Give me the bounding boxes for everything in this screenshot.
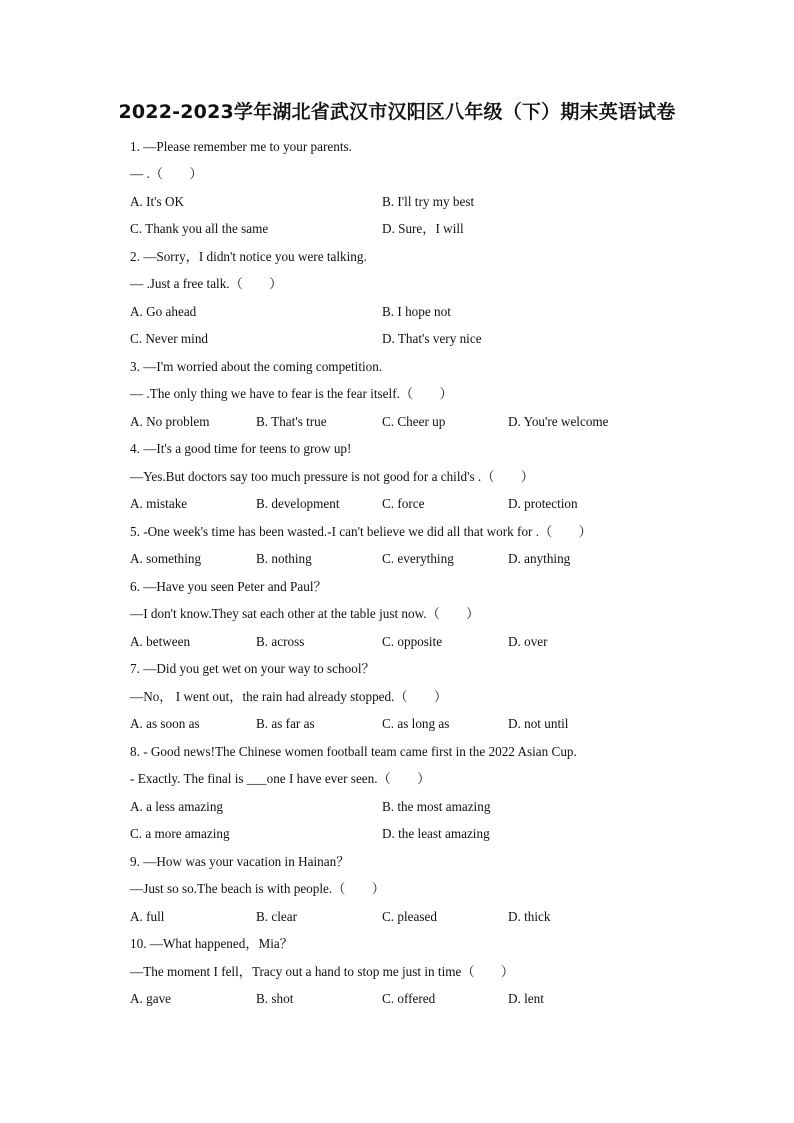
question-9-option-b: B. clear — [256, 909, 298, 924]
question-8-option-a: A. a less amazing — [130, 799, 224, 814]
question-8-option-b: B. the most amazing — [382, 799, 491, 814]
question-7-stem: 7. —Did you get wet on your way to school？ — [130, 661, 375, 676]
question-8-stem: 8. - Good news!The Chinese women football team came first in the 2022 Asian Cup. — [130, 744, 577, 759]
question-9-option-a: A. full — [130, 909, 165, 924]
question-10-option-b: B. shot — [256, 991, 294, 1006]
question-5-option-c: C. everything — [382, 551, 454, 566]
question-4-option-b: B. development — [256, 496, 340, 511]
question-9-stem: 9. —How was your vacation in Hainan？ — [130, 854, 350, 869]
question-9-option-d: D. thick — [508, 909, 551, 924]
question-1-option-b: B. I'll try my best — [382, 194, 475, 209]
question-4-option-c: C. force — [382, 496, 425, 511]
question-7-option-a: A. as soon as — [130, 716, 200, 731]
question-5-option-b: B. nothing — [256, 551, 312, 566]
question-6-stem: 6. —Have you seen Peter and Paul？ — [130, 579, 327, 594]
question-9-answer: —Just so so.The beach is with people.（ ） — [130, 881, 385, 896]
question-1-stem: 1. —Please remember me to your parents. — [130, 139, 352, 154]
question-6-option-c: C. opposite — [382, 634, 443, 649]
question-10-option-a: A. gave — [130, 991, 172, 1006]
question-2-option-b: B. I hope not — [382, 304, 451, 319]
question-7-option-c: C. as long as — [382, 716, 450, 731]
question-5-stem: 5. -One week's time has been wasted.-I can't believe we did all that work for .（ ） — [130, 524, 592, 539]
question-1-option-a: A. It's OK — [130, 194, 185, 209]
question-3-option-a: A. No problem — [130, 414, 210, 429]
question-1-option-c: C. Thank you all the same — [130, 221, 269, 236]
question-1-answer: — .（ ） — [130, 166, 203, 181]
question-7-option-d: D. not until — [508, 716, 569, 731]
question-4-option-d: D. protection — [508, 496, 578, 511]
question-10-stem: 10. —What happened，Mia？ — [130, 936, 293, 951]
question-3-stem: 3. —I'm worried about the coming competition. — [130, 359, 383, 374]
question-2-stem: 2. —Sorry，I didn't notice you were talking. — [130, 249, 367, 264]
question-8-option-d: D. the least amazing — [382, 826, 490, 841]
question-3-option-b: B. That's true — [256, 414, 327, 429]
exam-title: 2022-2023学年湖北省武汉市汉阳区八年级（下）期末英语试卷 — [118, 101, 676, 123]
question-5-option-a: A. something — [130, 551, 202, 566]
question-2-option-c: C. Never mind — [130, 331, 209, 346]
question-6-option-a: A. between — [130, 634, 191, 649]
question-7-option-b: B. as far as — [256, 716, 315, 731]
question-10-option-c: C. offered — [382, 991, 436, 1006]
question-6-answer: —I don't know.They sat each other at the table just now.（ ） — [130, 606, 480, 621]
question-2-option-a: A. Go ahead — [130, 304, 197, 319]
question-6-option-b: B. across — [256, 634, 305, 649]
question-4-option-a: A. mistake — [130, 496, 188, 511]
question-7-answer: —No， I went out，the rain had already stopped.（ ） — [130, 689, 448, 704]
question-1-option-d: D. Sure，I will — [382, 221, 464, 236]
question-5-option-d: D. anything — [508, 551, 571, 566]
question-2-option-d: D. That's very nice — [382, 331, 482, 346]
question-4-stem: 4. —It's a good time for teens to grow up! — [130, 441, 352, 456]
question-2-answer: — .Just a free talk.（ ） — [130, 276, 283, 291]
question-8-answer: - Exactly. The final is ___one I have ever seen.（ ） — [130, 771, 431, 786]
question-4-answer: —Yes.But doctors say too much pressure is not good for a child's .（ ） — [130, 469, 534, 484]
question-3-answer: — .The only thing we have to fear is the fear itself.（ ） — [130, 386, 453, 401]
question-3-option-d: D. You're welcome — [508, 414, 609, 429]
question-9-option-c: C. pleased — [382, 909, 437, 924]
question-8-option-c: C. a more amazing — [130, 826, 230, 841]
question-10-option-d: D. lent — [508, 991, 544, 1006]
question-3-option-c: C. Cheer up — [382, 414, 446, 429]
question-6-option-d: D. over — [508, 634, 548, 649]
question-10-answer: —The moment I fell，Tracy out a hand to stop me just in time（ ） — [130, 964, 515, 979]
